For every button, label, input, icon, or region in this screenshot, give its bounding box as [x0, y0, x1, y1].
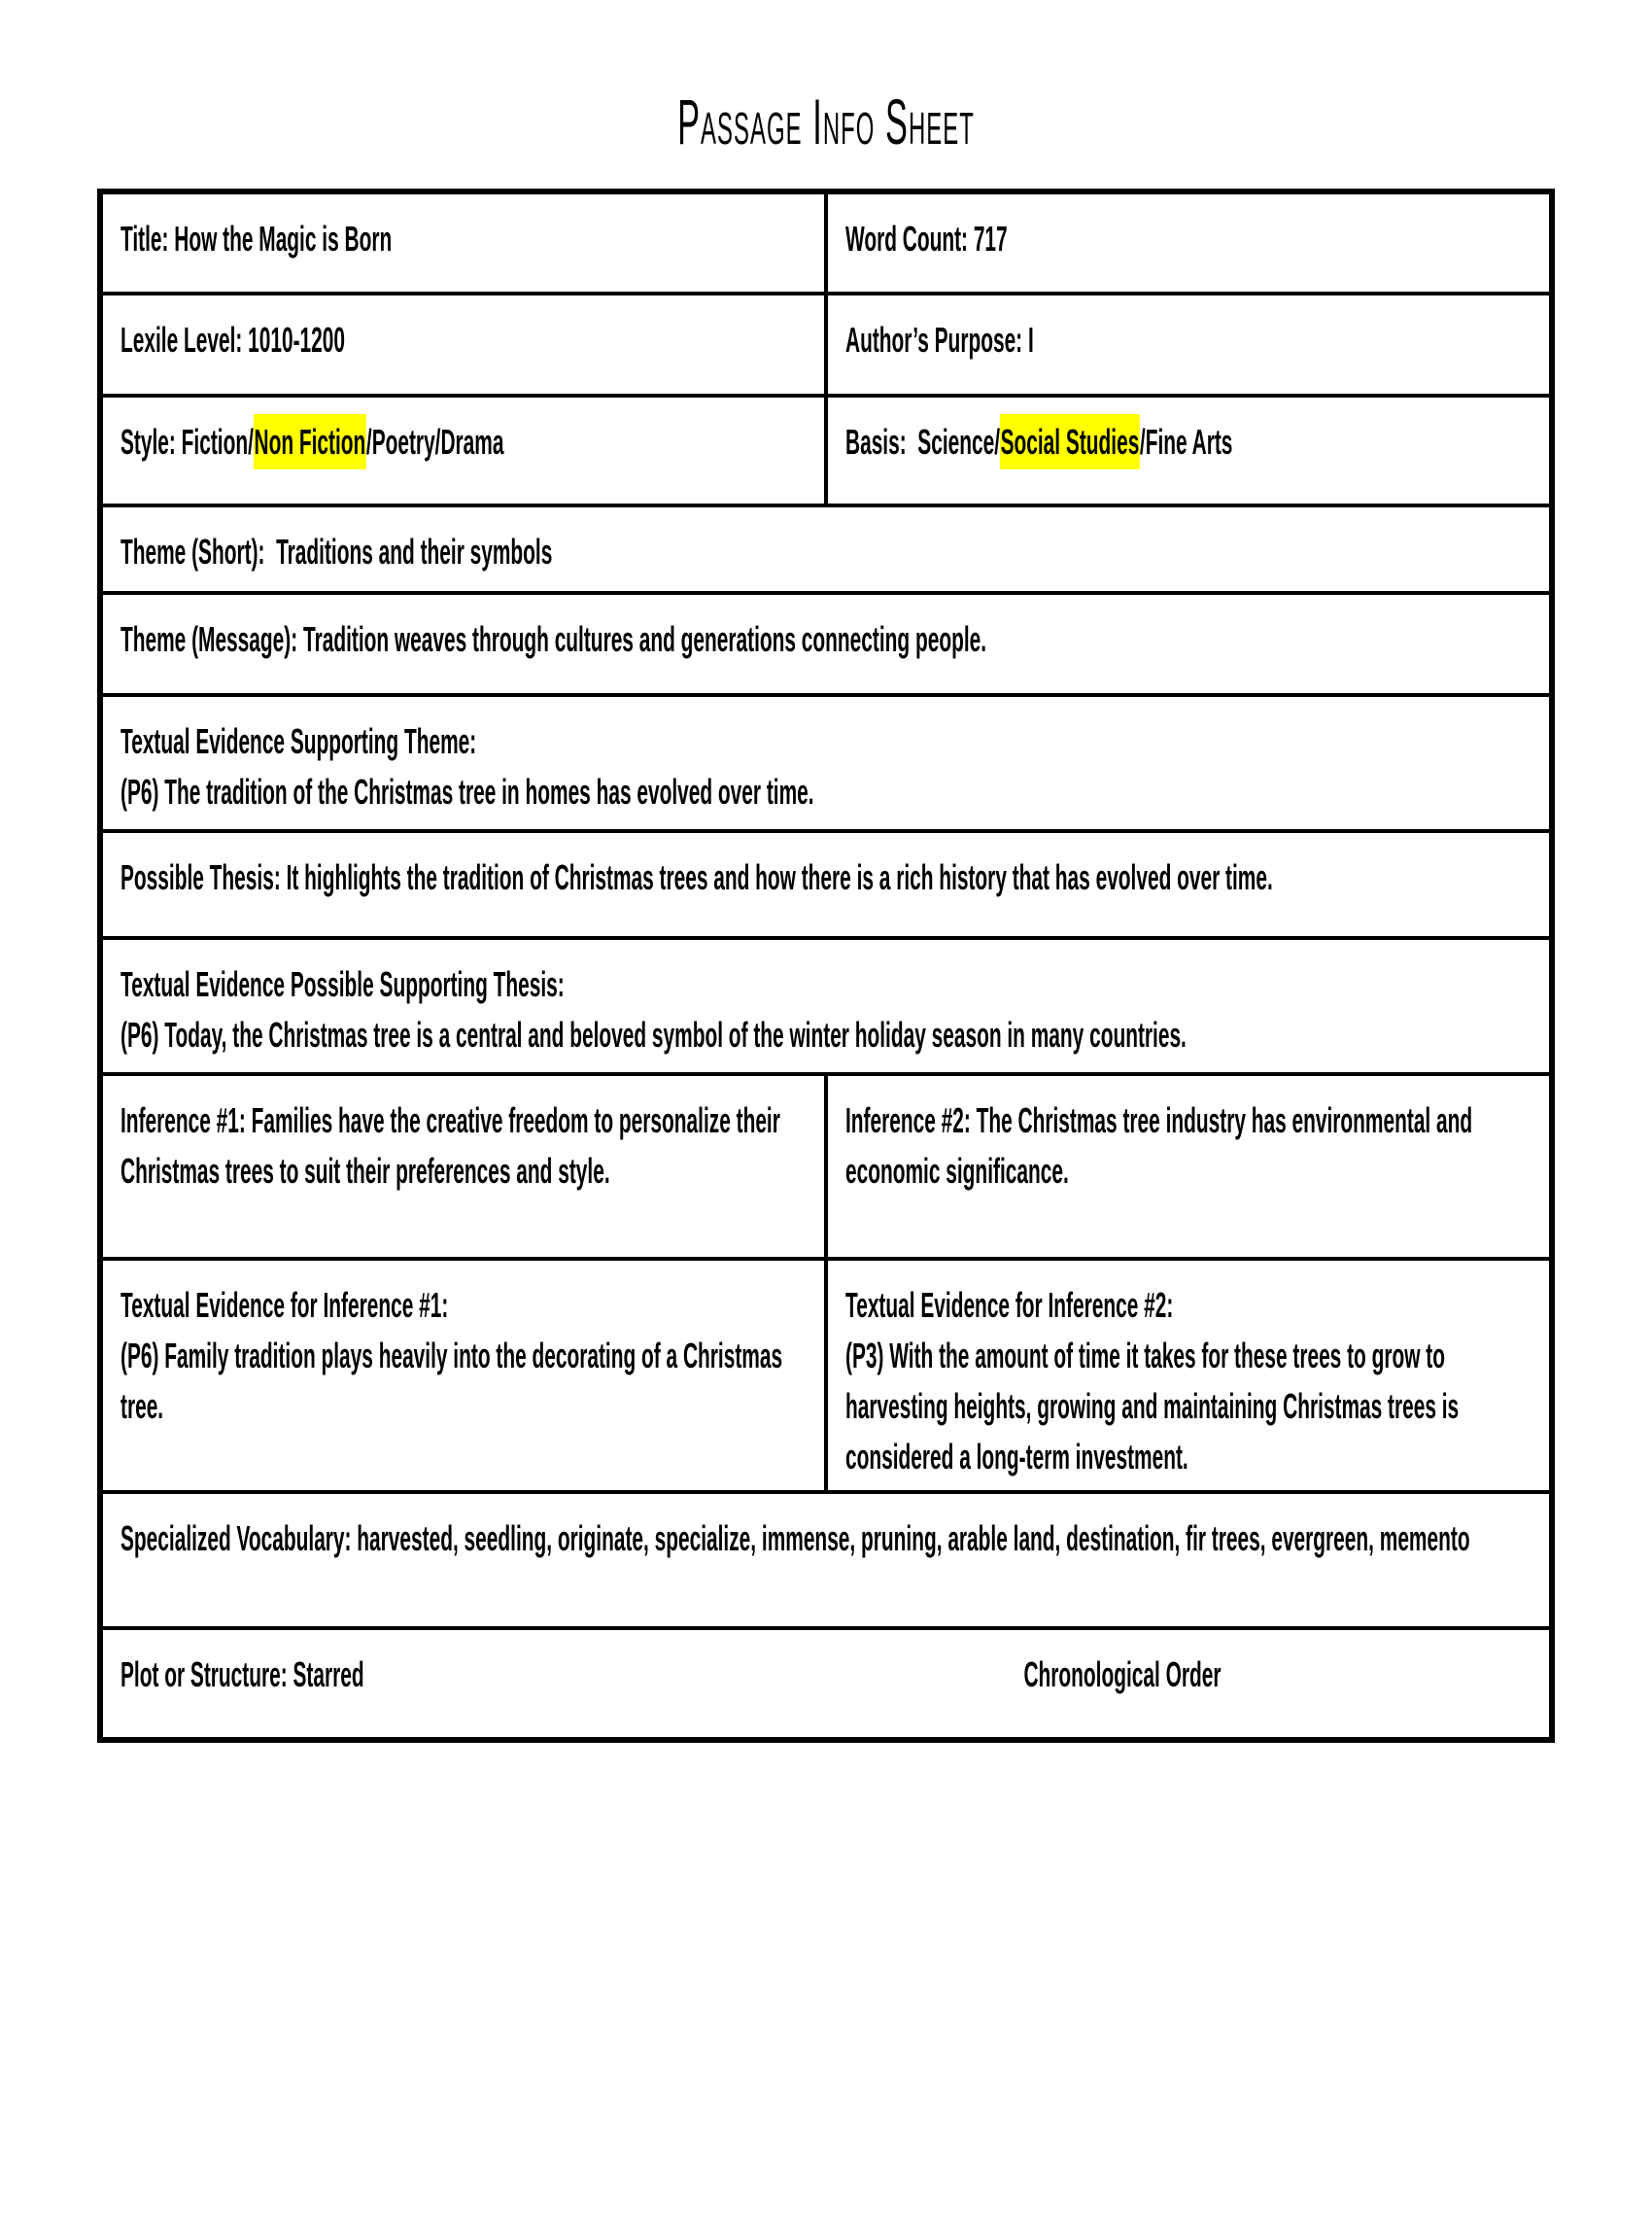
title-value: How the Magic is Born: [174, 219, 393, 259]
plot-structure-value: Starred: [293, 1654, 364, 1694]
evidence-thesis-value: (P6) Today, the Christmas tree is a central and beloved symbol of the winter holiday season in many countries.: [120, 1015, 1187, 1055]
theme-short-cell: [100, 505, 1552, 593]
table-row-specialized-vocabulary: [100, 1492, 1552, 1628]
evidence-theme-label: Textual Evidence Supporting Theme:: [120, 721, 477, 761]
possible-thesis-cell: [100, 831, 1552, 938]
inference-1-value: Families have the creative freedom to personalize their Christmas trees to suit their preferences and style.: [120, 1100, 786, 1191]
authors-purpose-cell: [826, 294, 1552, 396]
title-cell: [100, 191, 826, 294]
specialized-vocabulary-label: Specialized Vocabulary:: [120, 1518, 358, 1558]
inference-1-label: Inference #1:: [120, 1100, 252, 1140]
authors-purpose-value: I: [1027, 320, 1034, 360]
style-post: /Poetry/Drama: [365, 422, 504, 462]
table-row-evidence-theme: [100, 695, 1552, 831]
page-title-text: Passage Info Sheet: [677, 86, 975, 157]
table-row-evidence-inferences: [100, 1259, 1552, 1492]
table-row-possible-thesis: [100, 831, 1552, 938]
theme-short-value: Traditions and their symbols: [270, 532, 553, 572]
evidence-inference-2-value: (P3) With the amount of time it takes for these trees to grow to harvesting heights, growing and maintaining Christmas trees is considered a long-term investment.: [845, 1336, 1464, 1477]
evidence-inference-2-cell: [826, 1259, 1552, 1492]
plot-structure-label: Plot or Structure:: [120, 1654, 293, 1694]
basis-pre: Science/: [912, 422, 1001, 462]
inference-2-label: Inference #2:: [845, 1100, 977, 1140]
evidence-inference-1-cell: [100, 1259, 826, 1492]
style-cell: [100, 396, 826, 505]
title-label: Title:: [120, 219, 175, 259]
basis-cell: [826, 396, 1552, 505]
inference-2-cell: [826, 1074, 1552, 1259]
possible-thesis-value: It highlights the tradition of Christmas trees and how there is a rich history that has evolved over time.: [286, 857, 1273, 897]
specialized-vocabulary-cell: [100, 1492, 1552, 1628]
table-row-plot-structure: [100, 1628, 1552, 1740]
table-row-inferences: [100, 1074, 1552, 1259]
evidence-theme-value: (P6) The tradition of the Christmas tree in homes has evolved over time.: [120, 772, 814, 812]
table-row-lexile-purpose: [100, 294, 1552, 396]
plot-structure-cell: [100, 1628, 1552, 1740]
inference-2-value: The Christmas tree industry has environmental and economic significance.: [845, 1100, 1478, 1191]
theme-short-label: Theme (Short):: [120, 532, 271, 572]
basis-post: /Fine Arts: [1139, 422, 1233, 462]
style-label: Style:: [120, 422, 182, 462]
lexile-level-cell: [100, 294, 826, 396]
evidence-theme-cell: [100, 695, 1552, 831]
word-count-value: 717: [973, 219, 1008, 259]
evidence-thesis-label: Textual Evidence Possible Supporting Thesis:: [120, 964, 565, 1004]
table-row-title-wordcount: [100, 191, 1552, 294]
lexile-level-value: 1010-1200: [248, 320, 346, 360]
theme-message-label: Theme (Message):: [120, 619, 303, 659]
basis-label: Basis:: [845, 422, 912, 462]
page-title: [0, 86, 1652, 157]
possible-thesis-label: Possible Thesis:: [120, 857, 287, 897]
lexile-level-label: Lexile Level:: [120, 320, 249, 360]
evidence-inference-2-label: Textual Evidence for Inference #2:: [845, 1285, 1174, 1325]
evidence-inference-1-label: Textual Evidence for Inference #1:: [120, 1285, 449, 1325]
evidence-thesis-cell: [100, 938, 1552, 1074]
table-row-style-basis: [100, 396, 1552, 505]
inference-1-cell: [100, 1074, 826, 1259]
evidence-inference-1-value: (P6) Family tradition plays heavily into the decorating of a Christmas tree.: [120, 1336, 788, 1426]
passage-info-table: [97, 189, 1555, 1743]
theme-message-cell: [100, 593, 1552, 695]
basis-highlighted-choice: Social Studies: [1000, 414, 1140, 469]
word-count-label: Word Count:: [845, 219, 974, 259]
specialized-vocabulary-value: harvested, seedling, originate, specialize, immense, pruning, arable land, destination, fir trees, evergreen, memento: [357, 1518, 1470, 1558]
plot-structure-left: [120, 1650, 364, 1700]
style-pre: Fiction/: [181, 422, 254, 462]
table-row-theme-short: [100, 505, 1552, 593]
word-count-cell: [826, 191, 1552, 294]
table-row-theme-message: [100, 593, 1552, 695]
table-row-evidence-thesis: [100, 938, 1552, 1074]
style-highlighted-choice: Non Fiction: [254, 414, 366, 469]
plot-structure-order-value: Chronological Order: [1023, 1654, 1222, 1694]
theme-message-value: Tradition weaves through cultures and generations connecting people.: [302, 619, 987, 659]
authors-purpose-label: Author’s Purpose:: [845, 320, 1028, 360]
